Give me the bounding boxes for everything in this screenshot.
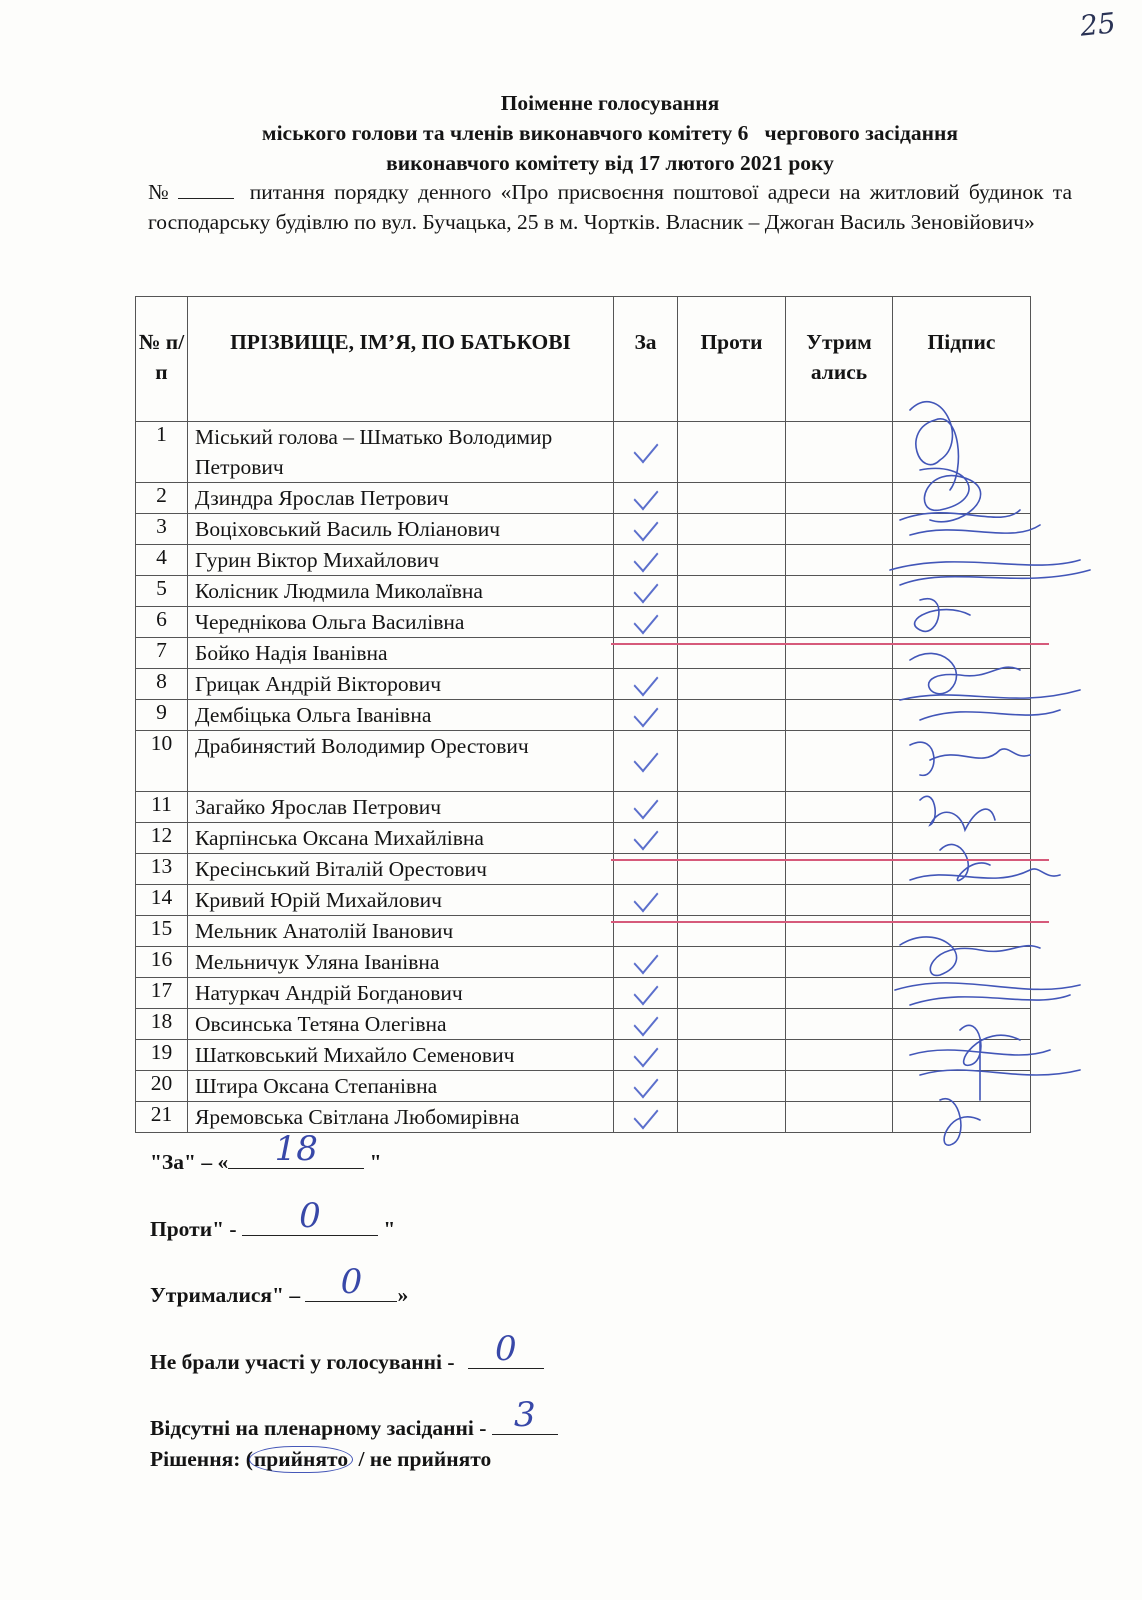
total-absent bbox=[150, 1395, 558, 1441]
signature-cell bbox=[893, 731, 1031, 792]
checkmark-icon bbox=[633, 544, 658, 573]
vote-against-cell bbox=[678, 1009, 786, 1040]
total-absent-blank bbox=[492, 1395, 558, 1435]
vote-abstained-cell bbox=[786, 576, 893, 607]
total-not-voted-value: 0 bbox=[495, 1329, 517, 1369]
row-number: 9 bbox=[136, 700, 188, 731]
vote-against-cell bbox=[678, 792, 786, 823]
total-against-value: 0 bbox=[299, 1196, 321, 1236]
member-name: Драбинястий Володимир Орестович bbox=[188, 731, 614, 792]
member-name: Мельничук Уляна Іванівна bbox=[188, 947, 614, 978]
member-name: Дембіцька Ольга Іванівна bbox=[188, 700, 614, 731]
vote-for-cell bbox=[614, 700, 678, 731]
vote-abstained-cell bbox=[786, 514, 893, 545]
checkmark-icon bbox=[633, 668, 658, 697]
member-name: Кресінський Віталій Орестович bbox=[188, 854, 614, 885]
vote-against-cell bbox=[678, 483, 786, 514]
member-name: Загайко Ярослав Петрович bbox=[188, 792, 614, 823]
member-name: Колісник Людмила Миколаївна bbox=[188, 576, 614, 607]
vote-against-cell bbox=[678, 1040, 786, 1071]
signature-cell bbox=[893, 545, 1031, 576]
row-number: 14 bbox=[136, 885, 188, 916]
row-number: 5 bbox=[136, 576, 188, 607]
total-for-end: " bbox=[369, 1150, 382, 1174]
vote-row bbox=[136, 545, 1031, 576]
row-number: 18 bbox=[136, 1009, 188, 1040]
vote-row bbox=[136, 823, 1031, 854]
row-number: 20 bbox=[136, 1071, 188, 1102]
checkmark-icon bbox=[633, 946, 658, 975]
member-name: Бойко Надія Іванівна bbox=[188, 638, 614, 669]
vote-table bbox=[135, 296, 1031, 1133]
vote-abstained-cell bbox=[786, 607, 893, 638]
total-against-end: " bbox=[383, 1217, 396, 1241]
decision-accepted-circled: прийнято bbox=[249, 1446, 353, 1473]
row-number: 13 bbox=[136, 854, 188, 885]
vote-against-cell bbox=[678, 947, 786, 978]
title-line-3: виконавчого комітету від 17 лютого 2021 року bbox=[386, 151, 834, 175]
vote-against-cell bbox=[678, 576, 786, 607]
vote-against-cell bbox=[678, 823, 786, 854]
vote-row bbox=[136, 607, 1031, 638]
checkmark-icon bbox=[633, 1101, 658, 1130]
member-name: Мельник Анатолій Іванович bbox=[188, 916, 614, 947]
vote-for-cell bbox=[614, 483, 678, 514]
header-num: № п/ п bbox=[136, 297, 188, 422]
total-against-label: Проти" - bbox=[150, 1217, 237, 1241]
vote-row bbox=[136, 1071, 1031, 1102]
header-abstained: Утрим ались bbox=[786, 297, 893, 422]
document-title bbox=[148, 88, 1072, 178]
member-name: Гурин Віктор Михайлович bbox=[188, 545, 614, 576]
checkmark-icon bbox=[633, 699, 658, 728]
vote-abstained-cell bbox=[786, 978, 893, 1009]
strike-line bbox=[611, 643, 1049, 645]
vote-abstained-cell bbox=[786, 947, 893, 978]
vote-row bbox=[136, 483, 1031, 514]
row-number: 10 bbox=[136, 731, 188, 792]
member-name: Штира Оксана Степанівна bbox=[188, 1071, 614, 1102]
member-name: Череднікова Ольга Василівна bbox=[188, 607, 614, 638]
checkmark-icon bbox=[633, 822, 658, 851]
signature-cell bbox=[893, 700, 1031, 731]
vote-for-cell bbox=[614, 978, 678, 1009]
row-number: 19 bbox=[136, 1040, 188, 1071]
vote-row bbox=[136, 947, 1031, 978]
total-against-blank bbox=[242, 1196, 378, 1236]
row-number: 16 bbox=[136, 947, 188, 978]
vote-row bbox=[136, 1040, 1031, 1071]
vote-against-cell bbox=[678, 978, 786, 1009]
checkmark-icon bbox=[633, 791, 658, 820]
checkmark-icon bbox=[633, 575, 658, 604]
signature-cell bbox=[893, 607, 1031, 638]
decision-rest: / не прийнято bbox=[353, 1447, 492, 1471]
vote-against-cell bbox=[678, 607, 786, 638]
decision bbox=[150, 1446, 491, 1473]
vote-row bbox=[136, 669, 1031, 700]
checkmark-icon bbox=[633, 482, 658, 511]
vote-row bbox=[136, 514, 1031, 545]
vote-for-cell bbox=[614, 545, 678, 576]
row-number: 2 bbox=[136, 483, 188, 514]
vote-row bbox=[136, 978, 1031, 1009]
member-name: Яремовська Світлана Любомирівна bbox=[188, 1102, 614, 1133]
vote-row bbox=[136, 1009, 1031, 1040]
vote-for-cell bbox=[614, 1102, 678, 1133]
row-number: 4 bbox=[136, 545, 188, 576]
vote-abstained-cell bbox=[786, 1071, 893, 1102]
vote-abstained-cell bbox=[786, 823, 893, 854]
checkmark-icon bbox=[633, 977, 658, 1006]
vote-for-cell bbox=[614, 607, 678, 638]
signature-cell bbox=[893, 483, 1031, 514]
header-against: Проти bbox=[678, 297, 786, 422]
member-name: Воціховський Василь Юліанович bbox=[188, 514, 614, 545]
member-name: Грицак Андрій Вікторович bbox=[188, 669, 614, 700]
vote-against-cell bbox=[678, 1102, 786, 1133]
total-absent-label: Відсутні на пленарному засіданні - bbox=[150, 1416, 487, 1440]
vote-abstained-cell bbox=[786, 422, 893, 483]
signature-cell bbox=[893, 1102, 1031, 1133]
checkmark-icon bbox=[633, 1008, 658, 1037]
signature-cell bbox=[893, 576, 1031, 607]
strike-line bbox=[611, 859, 1049, 861]
row-number: 11 bbox=[136, 792, 188, 823]
total-abstained-label: Утрималися" – bbox=[150, 1283, 301, 1307]
row-number: 12 bbox=[136, 823, 188, 854]
page-number: 25 bbox=[1078, 6, 1118, 43]
vote-abstained-cell bbox=[786, 483, 893, 514]
agenda-text: питання порядку денного «Про присвоєння поштової адреси на житловий будинок та господарську будівлю по вул. Бучацька, 25 в м. Чортків. Власник – Джоган Василь Зеновійович» bbox=[148, 180, 1073, 234]
total-against bbox=[150, 1196, 396, 1242]
decision-label: Рішення: ( bbox=[150, 1447, 253, 1471]
total-abstained bbox=[150, 1262, 409, 1308]
vote-against-cell bbox=[678, 422, 786, 483]
vote-against-cell bbox=[678, 731, 786, 792]
member-name: Кривий Юрій Михайлович bbox=[188, 885, 614, 916]
agenda-number-sign: № bbox=[148, 180, 173, 204]
vote-row bbox=[136, 1102, 1031, 1133]
vote-for-cell bbox=[614, 576, 678, 607]
vote-for-cell bbox=[614, 1040, 678, 1071]
signature-cell bbox=[893, 1071, 1031, 1102]
vote-for-cell bbox=[614, 514, 678, 545]
row-number: 1 bbox=[136, 422, 188, 483]
total-not-voted-blank bbox=[468, 1329, 544, 1369]
vote-for-cell bbox=[614, 1071, 678, 1102]
total-for-value: 18 bbox=[274, 1129, 318, 1169]
strike-line bbox=[611, 921, 1049, 923]
total-for-blank bbox=[228, 1129, 364, 1169]
signature-cell bbox=[893, 669, 1031, 700]
vote-row bbox=[136, 731, 1031, 792]
vote-for-cell bbox=[614, 669, 678, 700]
vote-against-cell bbox=[678, 669, 786, 700]
vote-against-cell bbox=[678, 1071, 786, 1102]
signature-cell bbox=[893, 792, 1031, 823]
signature-cell bbox=[893, 823, 1031, 854]
signature-cell bbox=[893, 1009, 1031, 1040]
vote-against-cell bbox=[678, 885, 786, 916]
total-for bbox=[150, 1129, 382, 1175]
vote-abstained-cell bbox=[786, 545, 893, 576]
vote-row bbox=[136, 700, 1031, 731]
vote-for-cell bbox=[614, 731, 678, 792]
vote-against-cell bbox=[678, 700, 786, 731]
signature-cell bbox=[893, 422, 1031, 483]
signature-cell bbox=[893, 1040, 1031, 1071]
vote-for-cell bbox=[614, 792, 678, 823]
member-name: Шатковський Михайло Семенович bbox=[188, 1040, 614, 1071]
agenda-number-blank bbox=[178, 180, 234, 199]
member-name: Карпінська Оксана Михайлівна bbox=[188, 823, 614, 854]
title-line-1: Поіменне голосування bbox=[500, 91, 720, 115]
checkmark-icon bbox=[633, 1039, 658, 1068]
member-name: Натуркач Андрій Богданович bbox=[188, 978, 614, 1009]
total-not-voted-label: Не брали участі у голосуванні - bbox=[150, 1350, 455, 1374]
row-number: 15 bbox=[136, 916, 188, 947]
vote-abstained-cell bbox=[786, 1040, 893, 1071]
vote-against-cell bbox=[678, 514, 786, 545]
header-signature: Підпис bbox=[893, 297, 1031, 422]
agenda-item bbox=[148, 177, 1072, 237]
vote-for-cell bbox=[614, 1009, 678, 1040]
title-line-2: міського голови та членів виконавчого комітету 6 чергового засідання bbox=[261, 121, 959, 145]
row-number: 17 bbox=[136, 978, 188, 1009]
vote-for-cell bbox=[614, 823, 678, 854]
total-abstained-value: 0 bbox=[340, 1262, 363, 1302]
vote-abstained-cell bbox=[786, 1102, 893, 1133]
total-for-label: "За" – « bbox=[150, 1150, 229, 1174]
row-number: 3 bbox=[136, 514, 188, 545]
checkmark-icon bbox=[633, 513, 658, 542]
vote-row bbox=[136, 422, 1031, 483]
checkmark-icon bbox=[633, 435, 658, 464]
vote-for-cell bbox=[614, 422, 678, 483]
vote-row bbox=[136, 885, 1031, 916]
vote-abstained-cell bbox=[786, 669, 893, 700]
member-name: Дзиндра Ярослав Петрович bbox=[188, 483, 614, 514]
vote-row bbox=[136, 792, 1031, 823]
member-name: Міський голова – Шматько Володимир Петрович bbox=[188, 422, 614, 483]
checkmark-icon bbox=[633, 884, 658, 913]
total-abstained-end: » bbox=[397, 1283, 409, 1307]
checkmark-icon bbox=[633, 1070, 658, 1099]
header-for: За bbox=[614, 297, 678, 422]
checkmark-icon bbox=[633, 744, 658, 773]
total-not-voted bbox=[150, 1329, 544, 1375]
header-name: ПРІЗВИЩЕ, ІМ’Я, ПО БАТЬКОВІ bbox=[188, 297, 614, 422]
row-number: 6 bbox=[136, 607, 188, 638]
row-number: 21 bbox=[136, 1102, 188, 1133]
checkmark-icon bbox=[633, 606, 658, 635]
vote-against-cell bbox=[678, 545, 786, 576]
row-number: 7 bbox=[136, 638, 188, 669]
total-absent-value: 3 bbox=[513, 1395, 536, 1435]
row-number: 8 bbox=[136, 669, 188, 700]
member-name: Овсинська Тетяна Олегівна bbox=[188, 1009, 614, 1040]
signature-cell bbox=[893, 514, 1031, 545]
vote-abstained-cell bbox=[786, 1009, 893, 1040]
signature-cell bbox=[893, 978, 1031, 1009]
vote-abstained-cell bbox=[786, 700, 893, 731]
signature-cell bbox=[893, 947, 1031, 978]
vote-abstained-cell bbox=[786, 731, 893, 792]
vote-row bbox=[136, 576, 1031, 607]
vote-table-header bbox=[136, 297, 1031, 422]
vote-for-cell bbox=[614, 885, 678, 916]
total-abstained-blank bbox=[305, 1262, 397, 1302]
vote-abstained-cell bbox=[786, 792, 893, 823]
vote-abstained-cell bbox=[786, 885, 893, 916]
signature-cell bbox=[893, 885, 1031, 916]
vote-for-cell bbox=[614, 947, 678, 978]
